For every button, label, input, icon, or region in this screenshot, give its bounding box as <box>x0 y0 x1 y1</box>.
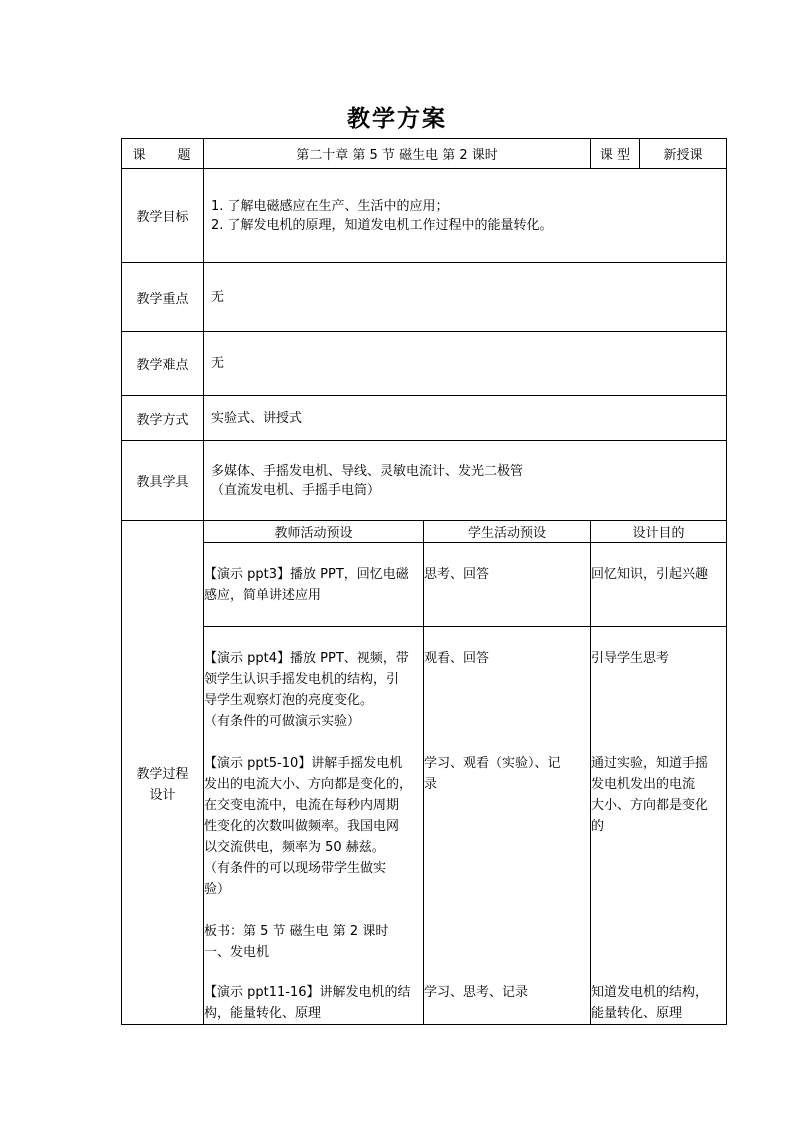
methods-label: 教学方式 <box>122 396 204 441</box>
teacher-activity-block: 板书：第 5 节 磁生电 第 2 课时 一、发电机 <box>204 924 389 960</box>
difficulties-row <box>122 332 727 396</box>
process-row-2 <box>122 627 727 1025</box>
key-points-row <box>122 263 727 332</box>
key-points-value: 无 <box>204 263 727 332</box>
document-title: 教学方案 <box>347 105 447 132</box>
difficulties-value: 无 <box>204 332 727 396</box>
objectives-content <box>204 169 727 263</box>
student-activity-block: 学习、观看（实验）、记 录 <box>424 756 561 792</box>
process-label-line: 设计 <box>149 787 176 803</box>
design-purpose-cell <box>591 627 727 1025</box>
teacher-activity-block: 【演示 ppt11-16】讲解发电机的结 构，能量转化、原理 <box>204 985 411 1021</box>
teacher-activity-block: 【演示 ppt5-10】讲解手摇发电机 发出的电流大小、方向都是变化的， 在交变电流中，电流在每秒内周期 性变化的次数叫做频率。我国电网 以交流供电，频率为 50 赫兹。 （有条件的可以现场带学生做实 验） <box>204 756 413 897</box>
process-header-row <box>122 521 727 543</box>
process-label-line: 教学过程 <box>136 766 189 782</box>
tools-content <box>204 441 727 521</box>
student-activity-block: 观看、回答 <box>424 651 490 666</box>
lesson-plan-table <box>121 138 727 1025</box>
design-purpose-block: 引导学生思考 <box>591 651 670 666</box>
topic-label: 课 题 <box>122 139 204 169</box>
topic-value: 第二十章 第 5 节 磁生电 第 2 课时 <box>204 139 591 169</box>
student-activity-header: 学生活动预设 <box>424 521 591 543</box>
teacher-activity-block: 【演示 ppt4】播放 PPT、视频，带 领学生认识手摇发电机的结构，引 导学生观察灯泡的亮度变化。 （有条件的可做演示实验） <box>204 651 409 729</box>
difficulties-label: 教学难点 <box>122 332 204 396</box>
student-activity-block: 学习、思考、记录 <box>424 985 529 1000</box>
design-purpose-cell: 回忆知识，引起兴趣 <box>591 543 727 627</box>
student-activity-cell <box>424 627 591 1025</box>
tools-label: 教具学具 <box>122 441 204 521</box>
teacher-activity-cell: 【演示 ppt3】播放 PPT，回忆电磁 感应，简单讲述应用 <box>204 543 424 627</box>
design-purpose-header: 设计目的 <box>591 521 727 543</box>
teacher-activity-cell <box>204 627 424 1025</box>
objective-item: 1. 了解电磁感应在生产、生活中的应用； <box>211 198 449 214</box>
teacher-activity-header: 教师活动预设 <box>204 521 424 543</box>
lesson-type-value: 新授课 <box>640 139 727 169</box>
objectives-row <box>122 169 727 263</box>
process-row-1 <box>122 543 727 627</box>
tools-row <box>122 441 727 521</box>
tools-line: 多媒体、手摇发电机、导线、灵敏电流计、发光二极管 <box>211 463 524 479</box>
methods-row <box>122 396 727 441</box>
design-purpose-block <box>591 921 726 963</box>
objective-item: 2. 了解发电机的原理，知道发电机工作过程中的能量转化。 <box>211 217 553 233</box>
student-activity-block <box>424 921 590 963</box>
design-purpose-block: 知道发电机的结构， 能量转化、原理 <box>591 985 709 1021</box>
tools-line: （直流发电机、手摇手电筒） <box>211 482 381 498</box>
objectives-label: 教学目标 <box>122 169 204 263</box>
student-activity-cell: 思考、回答 <box>424 543 591 627</box>
design-purpose-block: 通过实验，知道手摇 发电机发出的电流 大小、方向都是变化 的 <box>591 756 709 834</box>
methods-value: 实验式、讲授式 <box>204 396 727 441</box>
lesson-type-label: 课 型 <box>591 139 640 169</box>
topic-row <box>122 139 727 169</box>
key-points-label: 教学重点 <box>122 263 204 332</box>
process-label <box>122 521 204 1025</box>
